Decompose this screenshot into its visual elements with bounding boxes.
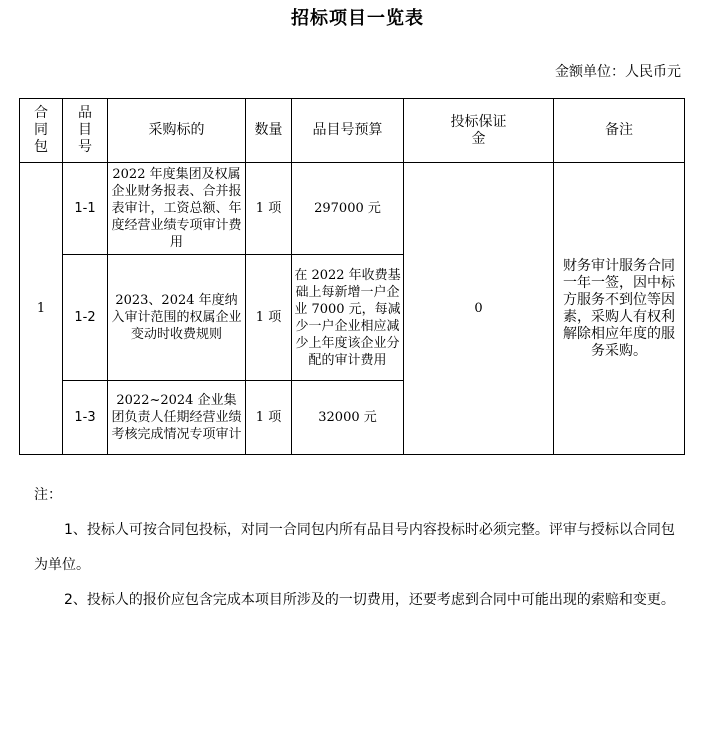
bid-items-table [19, 98, 685, 455]
deposit-cell: 0 [404, 163, 554, 455]
note-item: 1、投标人可按合同包投标，对同一合同包内所有品目号内容投标时必须完整。评审与授标以合同包为单位。 [34, 522, 675, 573]
subject-cell: 2022 年度集团及权属企业财务报表、合并报表审计，工资总额、年度经营业绩专项审计费用 [108, 163, 246, 255]
item-no-cell: 1-1 [63, 163, 108, 255]
subject-cell: 2022~2024 企业集团负责人任期经营业绩考核完成情况专项审计 [108, 381, 246, 455]
subject-cell: 2023、2024 年度纳入审计范围的权属企业变动时收费规则 [108, 255, 246, 381]
header-budget: 品目号预算 [292, 99, 404, 163]
item-no-cell: 1-2 [63, 255, 108, 381]
header-package: 合同包 [20, 99, 63, 163]
header-item-no: 品目号 [63, 99, 108, 163]
header-subject: 采购标的 [108, 99, 246, 163]
item-no-cell: 1-3 [63, 381, 108, 455]
currency-unit-label: 金额单位：人民币元 [555, 64, 681, 80]
header-remark: 备注 [554, 99, 685, 163]
budget-cell: 在 2022 年收费基础上每新增一户企业 7000 元，每减少一户企业相应减少上年度该企业分配的审计费用 [292, 255, 404, 381]
notes-heading: 注： [34, 487, 62, 503]
note-item: 2、投标人的报价应包含完成本项目所涉及的一切费用，还要考虑到合同中可能出现的索赔和变更。 [64, 592, 675, 608]
remark-cell: 财务审计服务合同一年一签，因中标方服务不到位等因素，采购人有权利解除相应年度的服务采购。 [554, 163, 685, 455]
quantity-cell: 1 项 [246, 381, 292, 455]
header-quantity: 数量 [246, 99, 292, 163]
quantity-cell: 1 项 [246, 255, 292, 381]
table-header-row [20, 99, 685, 163]
budget-cell: 297000 元 [292, 163, 404, 255]
notes-section [34, 478, 684, 618]
package-number-cell: 1 [20, 163, 63, 455]
quantity-cell: 1 项 [246, 163, 292, 255]
budget-cell: 32000 元 [292, 381, 404, 455]
page-title: 招标项目一览表 [291, 8, 424, 29]
header-deposit: 投标保证金 [404, 99, 554, 163]
table-row [20, 163, 685, 255]
